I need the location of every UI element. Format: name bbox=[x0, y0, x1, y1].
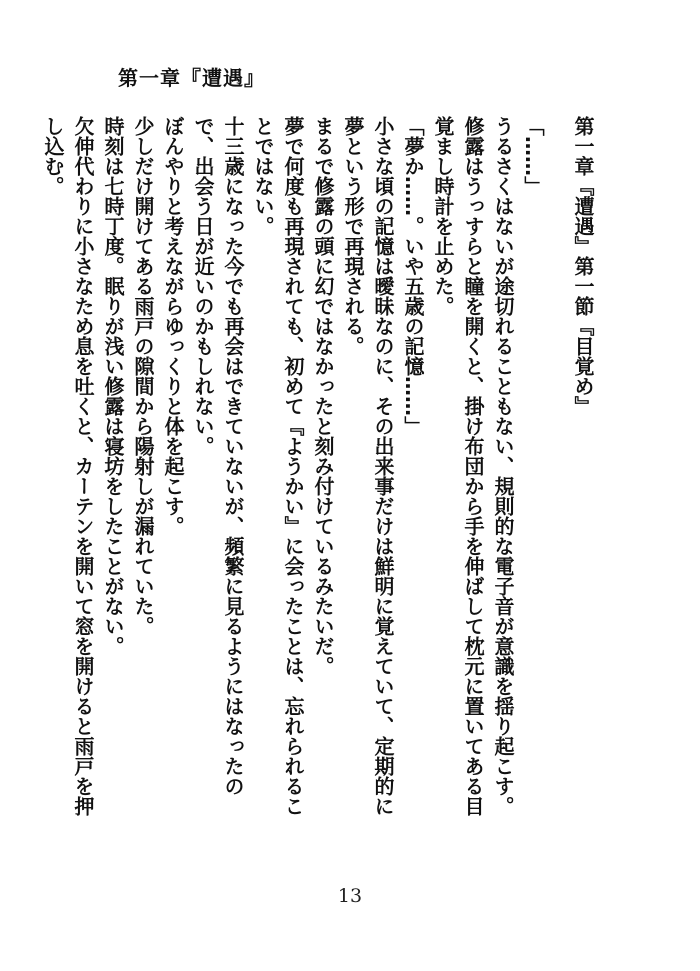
paragraph: 修露はうっすらと瞳を開くと、掛け布団から手を伸ばして枕元に置いてある目覚まし時計を止めた。 bbox=[431, 116, 485, 816]
vertical-text-body bbox=[38, 116, 598, 816]
paragraph: うるさくはないが途切れることもない、規則的な電子音が意識を揺り起こす。 bbox=[491, 116, 515, 816]
paragraph: ぼんやりと考えながらゆっくりと体を起こす。 bbox=[161, 116, 185, 536]
paragraph: 「……」 bbox=[521, 116, 545, 196]
paragraph: 時刻は七時丁度。眠りが浅い修露は寝坊をしたことがない。 bbox=[101, 116, 125, 656]
paragraph: 小さな頃の記憶は曖昧なのに、その出来事だけは鮮明に覚えていて、定期的に夢という形で再現される。 bbox=[341, 116, 395, 816]
chapter-heading: 第一章『遭遇』第一節『目覚め』 bbox=[571, 116, 595, 416]
paragraph: 夢で何度も再現されても、初めて『ようかい』に会ったことは、忘れられることではない。 bbox=[251, 116, 305, 816]
paragraph: 欠伸代わりに小さなため息を吐くと、カーテンを開いて窓を開けると雨戸を押し込む。 bbox=[41, 116, 95, 816]
paragraph: 少しだけ開けてある雨戸の隙間から陽射しが漏れていた。 bbox=[131, 116, 155, 636]
running-header: 第一章『遭遇』 bbox=[118, 66, 265, 90]
paragraph: 「夢か……。いや五歳の記憶……」 bbox=[401, 116, 425, 436]
page-number: 13 bbox=[337, 885, 363, 907]
paragraph: まるで修露の頭に幻ではなかったと刻み付けているみたいだ。 bbox=[311, 116, 335, 676]
paragraph: 十三歳になった今でも再会はできていないが、頻繁に見るようにはなったので、出会う日が近いのかもしれない。 bbox=[191, 116, 245, 796]
